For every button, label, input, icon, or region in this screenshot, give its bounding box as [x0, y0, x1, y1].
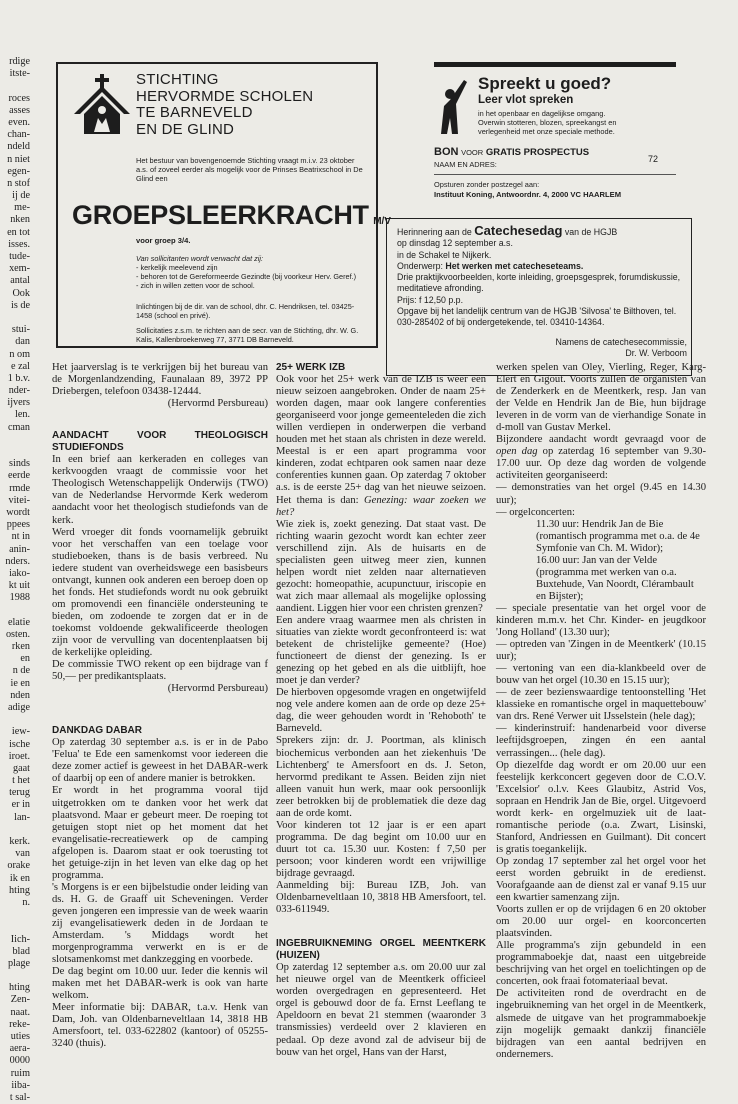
left-cut-word: uties: [10, 1031, 30, 1042]
left-cut-word: asses: [9, 104, 30, 116]
stichting-title-3: TE BARNEVELD: [136, 104, 253, 121]
col1-p6: Er wordt in het programma vooral tijd uitgetrokken om te danken voor het werk dat plaatsvond. Maar er gebeurt meer. De roeping tot getuigen stopt niet op het moment dat het evangelisatie-recreatiewerk op de camping afgelopen is. Daarom staat er ook toerusting tot het getuige-zijn in het leven van elke dag op het programma.: [52, 785, 268, 881]
left-cut-word: orake: [7, 860, 30, 872]
left-cut-word: ik en: [9, 872, 30, 884]
left-cut-word: terug: [9, 787, 30, 799]
catechese-line-1: op dinsdag 12 september a.s.: [397, 238, 513, 249]
col2-p1-theme: Genezing: waar zoeken we het?: [276, 494, 486, 518]
speaker-figure-icon: [436, 76, 470, 136]
left-cut-word: en tot: [7, 226, 30, 238]
col3-p3: Op diezelfde dag wordt er om 20.00 uur een feestelijk kerkconcert gegeven door de C.O.V. 'Excelsior' o.l.v. Kees Glaubitz, Astrid Vos, sopraan en Hendrik Jan de Bie, orgel. Uitgevoerd wordt kerk- en orgelmuziek uit de laat-romantische periode (o.a. Zwart, Lisinski, Stanford, Andriessen en Guilmant). Dit concert is gratis toegankelijk.: [496, 759, 706, 855]
left-cut-word: me-: [14, 202, 30, 214]
col3-p7: De activiteiten rond de overdracht en de ingebruikneming van het orgel in de Meentkerk, alsmede de uitgave van het programmaboekje zijn mogelijk gemaakt dankzij financiële bijdragen van een aantal bedrijven en ondernemers.: [496, 988, 706, 1060]
left-cut-column: [0, 56, 30, 1104]
left-cut-word: elatie: [7, 616, 30, 628]
column-2: [276, 362, 486, 1059]
left-cut-word: vitei-: [8, 494, 30, 506]
left-cut-word: plage: [7, 957, 30, 969]
col3-p5: Voorts zullen er op de vrijdagen 6 en 20 oktober om 20.00 uur orgel- en koorconcerten plaatsvinden.: [496, 904, 706, 940]
col3-c1: 11.30 uur: Hendrik Jan de Bie (romantisch programma met o.a. de 4e Symfonie van Ch. M. Widor);: [536, 518, 700, 554]
col1-source-1: (Hervormd Persbureau): [167, 398, 268, 410]
col3-c2: 16.00 uur: Jan van der Velde (programma met werken van o.a. Buxtehude, Van Noordt, Clérambault en Bijster);: [536, 554, 694, 602]
col2-p2: Wie ziek is, zoekt genezing. Dat staat vast. De richting waarin gezocht wordt kan echter zeer verschillend zijn. Als de huisarts en de specialisten geen uitweg meer zien, kunnen helpen wordt niet zelden naar alternatieven gezocht: homeopathie, acupunctuur, iriscopie en wat zich maar allemaal als mogelijke oplossing aandient. Liggen hier voor een christen grenzen?: [276, 518, 486, 614]
left-cut-word: wordt: [6, 506, 30, 518]
left-cut-word: nt in: [11, 531, 30, 543]
left-cut-word: chan-: [7, 129, 30, 141]
group-label: voor groep 3/4.: [136, 236, 191, 245]
catechese-price: Prijs: f 12,50 p.p.: [397, 294, 464, 305]
bon-bold: GRATIS PROSPECTUS: [485, 147, 590, 158]
col2-p1: Ook voor het 25+ werk van de IZB is weer een nieuw seizoen aangebroken. Onder de naam 25+ worden dagen, maar ook langere conferenties georganiseerd voor jonge gemeenteleden die zich willen verdiepen in onderwerpen die verband houden met het staan als christen in deze wereld. Meestal is er een apart programma voor kinderen, zodat echtparen ook samen naar deze conferenties kunnen gaan. Op zaterdag 7 oktober a.s. is de eerste 25+ dag van het nieuwe seizoen. Het thema is dan:: [276, 374, 486, 506]
left-cut-word: [0, 970, 30, 982]
left-cut-word: nken: [10, 214, 30, 226]
left-cut-word: ppees: [6, 519, 30, 531]
stichting-title-4: EN DE GLIND: [136, 120, 235, 138]
catechese-prefix: Herinnering aan de: [397, 227, 472, 237]
col1-source-2: (Hervormd Persbureau): [167, 683, 268, 695]
col1-heading-3: DANKDAG DABAR: [52, 725, 142, 737]
left-cut-word: naat.: [10, 1006, 30, 1018]
left-cut-word: van: [15, 848, 30, 860]
col2-p4: De hierboven opgesomde vragen en ongetwijfeld nog vele andere komen aan de orde op deze 25+ dag, die weer gehouden wordt in 'Rehoboth' te Barneveld.: [276, 687, 486, 735]
left-cut-word: [0, 312, 30, 324]
spreekt-ad: [434, 62, 676, 208]
left-cut-word: lan-: [14, 811, 30, 823]
left-cut-word: Ook: [12, 287, 30, 299]
col1-p8: De dag begint om 10.00 uur. Ieder die kennis wil maken met het DABAR-werk is ook van harte welkom.: [52, 966, 268, 1002]
catechese-sign-1: Namens de catechesecommissie,: [555, 336, 687, 347]
left-cut-word: n de: [12, 665, 30, 677]
stichting-apply: Sollicitaties z.s.m. te richten aan de secr. van de Stichting, dhr. W. G. Kalis, Kallenbroekerweg 77, 3771 DB Barneveld.: [136, 326, 359, 344]
col3-p2: Bijzondere aandacht wordt gevraagd voor de: [496, 434, 706, 446]
left-cut-word: er in: [11, 799, 30, 811]
opsturen: Opsturen zonder postzegel aan:: [434, 180, 540, 189]
left-cut-word: ie en: [10, 677, 30, 689]
left-cut-word: [0, 604, 30, 616]
left-cut-word: n.: [22, 896, 30, 908]
req-2: - behoren tot de Gereformeerde Gezindte (bij voorkeur Herv. Geref.): [136, 272, 357, 281]
left-cut-word: [0, 446, 30, 458]
col3-l6: — de zeer bezienswaardige tentoonstelling 'Het klassieke en romantische orgel in maquettebouw' van drs. René Verwer uit IJsselstein (hele dag);: [496, 687, 706, 723]
stichting-intro: Het bestuur van bovengenoemde Stichting vraagt m.i.v. 23 oktober a.s. of zoveel eerder als mogelijk voor de Prinses Beatrixschool in De Glind een: [136, 156, 363, 184]
left-cut-word: ndeld: [7, 141, 30, 153]
left-cut-word: 0000: [9, 1055, 30, 1067]
column-1: [52, 362, 268, 1050]
left-cut-word: osten.: [5, 628, 30, 640]
col3-p1: werken spelen van Oley, Vierling, Reger, Karg-Elert en Gigout. Voorts zullen de organisten van de Zenderkerk en de Meentkerk, resp. Jan van der Velde en Hendrik Jan de Bie, hun bijdrage leveren in de vorm van de vierhandige Sonate in d-moll van Gustav Merkel.: [496, 362, 706, 434]
left-cut-word: nder-: [8, 385, 30, 397]
left-cut-word: Iich-: [10, 933, 30, 945]
bon-rest: VOOR: [461, 148, 484, 157]
col2-p7: Aanmelding bij: Bureau IZB, Joh. van Oldenbarneveltlaan 10, 3818 HB Amersfoort, tel. 033-611949.: [276, 880, 486, 916]
spreekt-title: Spreekt u goed?: [478, 74, 612, 93]
left-cut-word: n stof: [7, 177, 30, 189]
left-cut-word: n niet: [7, 153, 30, 165]
col3-l4: — optreden van 'Zingen in de Meentkerk' (10.15 uur);: [496, 639, 706, 663]
catechese-line-2: in de Schakel te Nijkerk.: [397, 249, 492, 260]
col1-heading-2: AANDACHT VOOR THEOLOGISCH STUDIEFONDS: [52, 430, 268, 454]
catechese-title: Catechesedag: [474, 223, 563, 238]
left-cut-word: 1988: [9, 592, 30, 604]
col2-p3: Een andere vraag waarmee men als christen in situaties van ziekte wordt geconfronteerd is: wat betekent de christelijke gemeente? (Hoe) functioneert de dienst der genezing. Is er genezing op het gebed en als die uitblijft, hoe moet je dan verder?: [276, 614, 486, 687]
left-cut-word: gaat: [13, 762, 30, 774]
left-cut-word: cman: [7, 421, 30, 433]
onderwerp: Het werken met catecheseteams.: [445, 260, 584, 271]
left-cut-word: reke-: [9, 1018, 30, 1030]
left-cut-word: isses.: [8, 238, 30, 250]
bon-word: BON: [434, 146, 459, 158]
req-intro: Van sollicitanten wordt verwacht dat zij:: [136, 254, 264, 263]
left-cut-word: sinds: [9, 458, 30, 470]
col1-p7: 's Morgens is er een bijbelstudie onder leiding van ds. H. G. de Graaff uit Scheveningen. Verder geven jongeren een impressie van de week waarin zij evangelisatiewerk deden in de Jordaan te Amsterdam. 's Middags wordt het morgenprogramma verwerkt en is er de slotsamenkomst met dankzegging en voorbede.: [52, 881, 268, 966]
left-cut-word: ische: [9, 738, 30, 750]
stichting-info: Inlichtingen bij de dir. van de school, dhr. C. Hendriksen, tel. 03425-1458 (school en privé).: [136, 302, 355, 320]
col1-p1: Het jaarverslag is te verkrijgen bij het bureau van de Morgenlandzending, Faunalaan 89, 3972 PP Driebergen, telefoon 03438-12444.: [52, 362, 268, 398]
left-cut-word: blad: [12, 945, 30, 957]
catechese-body: Drie praktijkvoorbeelden, korte inleiding, groepsgesprek, forumdiskussie, meditatieve afronding.: [397, 272, 681, 294]
col3-l2: — orgelconcerten:: [496, 506, 575, 518]
spreekt-line-1: in het openbaar en dagelijkse omgang.: [478, 109, 606, 118]
req-3: - zich in willen zetten voor de school.: [136, 281, 255, 290]
left-cut-word: e zal: [11, 360, 30, 372]
left-cut-word: [0, 434, 30, 446]
left-cut-word: kt uit: [8, 580, 30, 592]
left-cut-word: ijvers: [7, 397, 30, 409]
column-3: [496, 362, 706, 1061]
left-cut-word: ij de: [12, 190, 30, 202]
left-cut-word: tude-: [9, 251, 30, 262]
col3-l3: — speciale presentatie van het orgel voor de kinderen m.m.v. het Chr. Kinder- en jeugdkoor 'Jong Holland' (13.30 uur);: [496, 602, 706, 639]
catechese-sign-2: Dr. W. Verboom: [625, 347, 687, 358]
left-cut-word: itste-: [9, 68, 30, 80]
col1-p4: De commissie TWO rekent op een bijdrage van f 50,— per predikantsplaats.: [52, 659, 268, 683]
left-cut-word: hting: [9, 982, 30, 994]
col2-p5: Sprekers zijn: dr. J. Poortman, als klinisch biochemicus verbonden aan het ziekenhuis 'De Lichtenberg' te Amersfoort en ds. J. Seton, hervormd predikant te Assen. Beiden zijn niet alleen vanuit hun werk, maar ook persoonlijk zeer betrokken bij de problematiek die deze dag aan de orde komt.: [276, 735, 486, 819]
left-cut-word: iroet.: [8, 750, 30, 762]
left-cut-word: ruim: [10, 1067, 30, 1079]
col2-heading-1: 25+ WERK IZB: [276, 362, 346, 373]
left-cut-word: t het: [12, 775, 30, 787]
left-cut-word: [0, 80, 30, 92]
left-cut-word: eerde: [7, 470, 30, 482]
left-cut-word: dan: [15, 336, 30, 348]
left-cut-word: roces: [8, 92, 30, 104]
col3-p2b: op zaterdag 16 september van 9.30-17.00 uur. Op deze dag worden de volgende activiteiten georganiseerd:: [496, 446, 706, 482]
col1-p2: In een brief aan kerkeraden en colleges van kerkvoogden vraagt de commissie voor het Theologisch Wetenschappelijk Onderwijs (TWO) van de Nederlandse Hervormde Kerk wederom aandacht voor het theologisch studiefonds van de kerk.: [52, 454, 268, 526]
stichting-title-2: HERVORMDE SCHOLEN: [136, 87, 314, 105]
left-cut-word: kerk.: [9, 836, 30, 847]
col3-p2-open-dag: open dag: [496, 446, 538, 458]
left-cut-word: hting: [9, 884, 30, 896]
left-cut-word: [0, 824, 30, 836]
left-cut-word: rmde: [9, 482, 30, 494]
col3-p6: Alle programma's zijn gebundeld in een programmaboekje dat, naast een uitgebreide beschrijving van het orgel en toelichtingen op de concerten, ook fraai fotomateriaal bevat.: [496, 940, 706, 988]
left-cut-word: iako-: [9, 567, 30, 579]
left-cut-word: rken: [11, 641, 30, 652]
catechese-ad: [386, 218, 692, 376]
left-cut-word: len.: [15, 409, 30, 421]
spreekt-subtitle: Leer vlot spreken: [478, 94, 574, 106]
left-cut-word: Zen-: [10, 994, 30, 1006]
bon-number: 72: [648, 154, 659, 164]
col3-p4: Op zondag 17 september zal het orgel voor het eerst worden gebruikt in de eredienst. Voorafgaande aan de dienst zal er vanaf 9.15 uur een kwartier samenzang zijn.: [496, 855, 706, 904]
col3-l5: — vertoning van een dia-klankbeeld over de bouw van het orgel (10.30 en 15.15 uur);: [496, 663, 706, 687]
stichting-title-1: STICHTING: [136, 71, 219, 88]
left-cut-word: rdige: [9, 56, 30, 67]
left-cut-word: xem-: [9, 263, 30, 275]
left-cut-word: iew-: [11, 726, 30, 738]
col2-heading-2: INGEBRUIKNEMING ORGEL MEENTKERK (HUIZEN): [276, 938, 486, 962]
left-cut-word: [0, 714, 30, 726]
left-cut-word: antal: [10, 275, 30, 287]
headline: GROEPSLEERKRACHT: [72, 200, 369, 230]
headline-suffix: M/V: [373, 216, 391, 227]
left-cut-word: anin-: [9, 543, 30, 555]
left-cut-word: nden: [10, 689, 30, 701]
onderwerp-label: Onderwerp:: [397, 260, 443, 271]
col3-l1: — demonstraties van het orgel (9.45 en 14.30 uur);: [496, 482, 706, 506]
left-cut-word: adige: [7, 701, 30, 713]
catechese-opgave: Opgave bij het landelijk centrum van de HGJB 'Silvosa' te Bilthoven, tel. 030-285402 of bij ondergetekende, tel. 03410-14364.: [397, 306, 677, 328]
col1-p9: Meer informatie bij: DABAR, t.a.v. Henk van Dam, Joh. van Oldenbarneveltlaan 14, 3818 HB Amersfoort, tel. 033-622802 (kantoor) of 05255-3240 (thuis).: [52, 1002, 268, 1050]
left-cut-word: 1 b.v.: [7, 372, 30, 384]
col2-p8: Op zaterdag 12 september a.s. om 20.00 uur zal het nieuwe orgel van de Meentkerk officieel worden overgedragen en gepresenteerd. Het orgel is gebouwd door de fa. Ernst Leeflang te Apeldoorn en bevat 21 stemmen (waaronder 3 transmissies) verdeeld over 2 klavieren en pedaal. Op deze avond zal de adviseur bij de bouw van het orgel, Hans van der Harst,: [276, 962, 486, 1058]
left-cut-word: even.: [8, 116, 30, 128]
left-cut-word: stui-: [11, 324, 30, 336]
left-cut-word: iiba-: [11, 1079, 30, 1091]
left-cut-word: t sal-: [9, 1091, 30, 1103]
left-cut-word: aera-: [9, 1043, 30, 1055]
col1-p5: Op zaterdag 30 september a.s. is er in de Pabo 'Felua' te Ede een samenkomst voor iedereen die deze zomer actief is geweest in het DABAR-werk of daarbij op een of andere manier is betrokken.: [52, 737, 268, 785]
spreekt-line-2: Overwin stotteren, blozen, spreekangst en: [478, 118, 617, 128]
left-cut-word: en: [20, 653, 30, 665]
req-1: - kerkelijk meelevend zijn: [136, 263, 218, 272]
col3-l7: — kinderinstruif: handenarbeid voor diverse leeftijdsgroepen, zingen én een aantal verrassingen... (hele dag).: [496, 723, 706, 759]
col1-p3: Werd vroeger dit fonds voornamelijk gebruikt voor het verschaffen van een toelage voor studieboeken, thans is de basis verbreed. Nu iedere student van overheidswege een basisbeurs ontvangt, kunnen ook anderen een beroep doen op het fonds. Het studiefonds wordt nu ook gebruikt om promovendi een financiële ondersteuning te bieden, om zodoende te zorgen dat er in de toekomst voldoende gekwalificeerde theologen zijn voor de vervulling van docentenplaatsen bij de kerkelijke opleiding.: [52, 526, 268, 659]
left-cut-word: nders.: [5, 555, 30, 567]
col2-p6: Voor kinderen tot 12 jaar is er een apart programma. De dag begint om 10.00 uur en duurt tot ca. 15.30 uur. Kosten: f 7,50 per persoon; voor kinderen wordt een vrijwillige bijdrage gevraagd.: [276, 819, 486, 879]
left-cut-word: [0, 909, 30, 921]
name-label: NAAM EN ADRES:: [434, 160, 497, 169]
spreekt-address: Instituut Koning, Antwoordnr. 4, 2000 VC HAARLEM: [434, 190, 622, 199]
catechese-suffix: van de HGJB: [564, 227, 618, 237]
spreekt-line-3: verlegenheid met onze speciale methode.: [478, 127, 615, 137]
stichting-ad: [56, 62, 391, 348]
left-cut-word: n om: [9, 348, 30, 360]
church-school-logo-icon: [72, 74, 132, 136]
left-cut-word: [0, 921, 30, 933]
left-cut-word: is de: [11, 299, 30, 311]
left-cut-word: egen-: [7, 165, 30, 177]
